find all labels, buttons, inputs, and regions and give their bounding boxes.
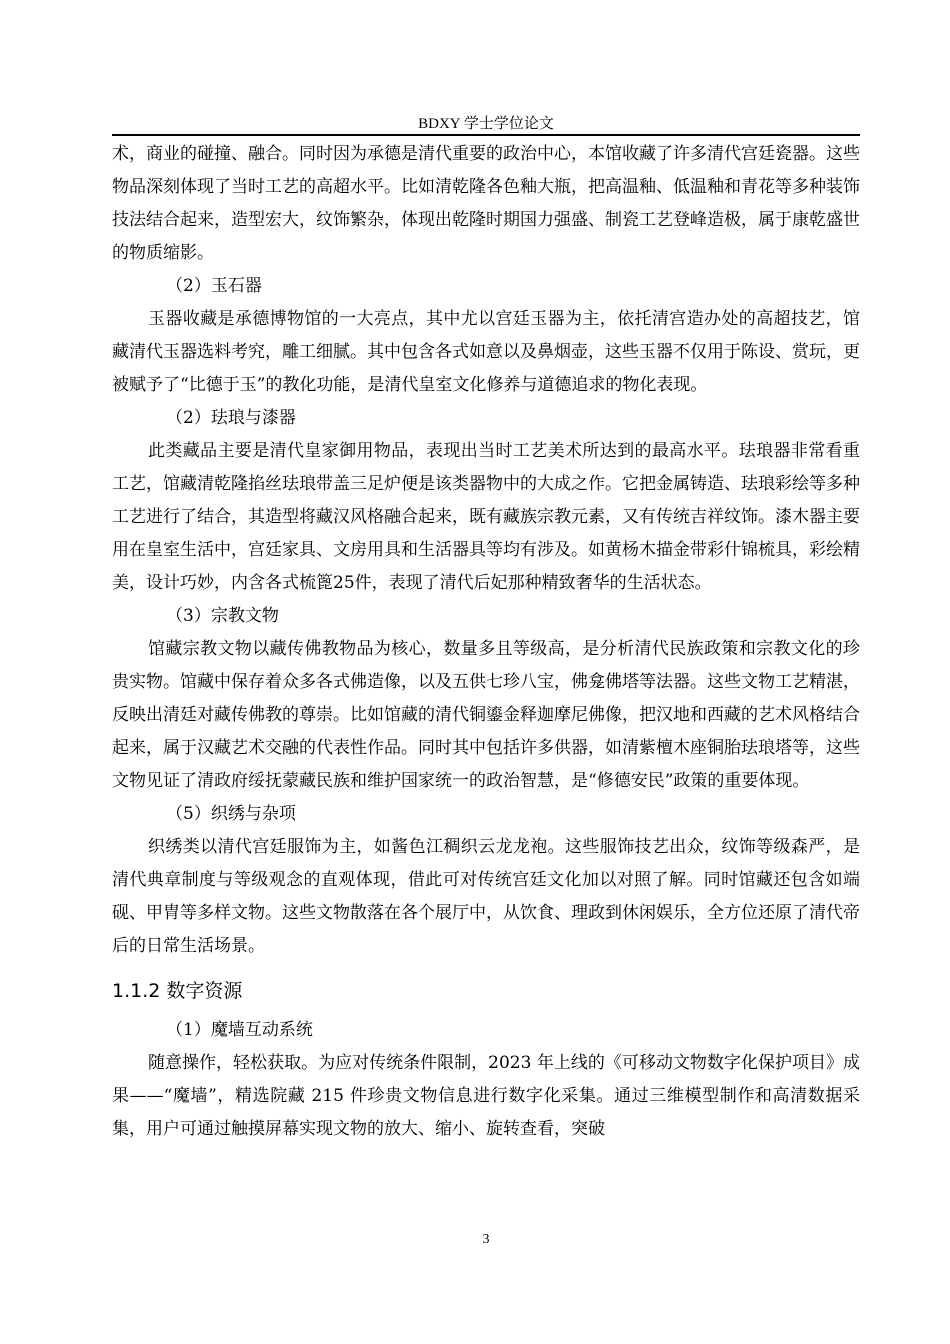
paragraph: 术，商业的碰撞、融合。同时因为承德是清代重要的政治中心，本馆收藏了许多清代宫廷瓷器。这些物品深刻体现了当时工艺的高超水平。比如清乾隆各色釉大瓶，把高温釉、低温釉和青花等多种装饰技法结合起来，造型宏大，纹饰繁杂，体现出乾隆时期国力强盛、制瓷工艺登峰造极，属于康乾盛世的物质缩影。	[112, 144, 860, 263]
header-rule	[112, 134, 860, 136]
paragraph: 此类藏品主要是清代皇家御用物品，表现出当时工艺美术所达到的最高水平。珐琅器非常看重工艺，馆藏清乾隆掐丝珐琅带盖三足炉便是该类器物中的大成之作。它把金属铸造、珐琅彩绘等多种工艺进行了结合，其造型将藏汉风格融合起来，既有藏族宗教元素，又有传统吉祥纹饰。漆木器主要用在皇室生活中，宫廷家具、文房用具和生活器具等均有涉及。如黄杨木描金带彩什锦梳具，彩绘精美，设计巧妙，内含各式梳篦25件，表现了清代后妃那种精致奢华的生活状态。	[112, 441, 860, 593]
paragraph: 馆藏宗教文物以藏传佛教物品为核心，数量多且等级高，是分析清代民族政策和宗教文化的珍贵实物。馆藏中保存着众多各式佛造像，以及五供七珍八宝，佛龛佛塔等法器。这些文物工艺精湛，反映出清廷对藏传佛教的尊崇。比如馆藏的清代铜鎏金释迦摩尼佛像，把汉地和西藏的艺术风格结合起来，属于汉藏艺术交融的代表性作品。同时其中包括许多供器，如清紫檀木座铜胎珐琅塔等，这些文物见证了清政府绥抚蒙藏民族和维护国家统一的政治智慧，是“修德安民”政策的重要体现。	[112, 639, 860, 791]
page-number: 3	[482, 1232, 490, 1247]
section-heading: 1.1.2 数字资源	[112, 980, 243, 1002]
page-header: BDXY 学士学位论文	[418, 116, 554, 132]
document-body	[112, 138, 860, 1146]
paragraph: 玉器收藏是承德博物馆的一大亮点，其中尤以宫廷玉器为主，依托清宫造办处的高超技艺，馆藏清代玉器选料考究，雕工细腻。其中包含各式如意以及鼻烟壶，这些玉器不仅用于陈设、赏玩，更被赋予了“比德于玉”的教化功能，是清代皇室文化修养与道德追求的物化表现。	[112, 309, 860, 395]
subheading: （5）织绣与杂项	[166, 804, 296, 824]
subheading: （3）宗教文物	[166, 606, 279, 626]
subheading: （1）魔墙互动系统	[166, 1020, 313, 1040]
paragraph: 随意操作，轻松获取。为应对传统条件限制，2023 年上线的《可移动文物数字化保护项目》成果——“魔墙”，精选院藏 215 件珍贵文物信息进行数字化采集。通过三维模型制作和高清数据采集，用户可通过触摸屏幕实现文物的放大、缩小、旋转查看，突破	[112, 1053, 860, 1139]
paragraph: 织绣类以清代宫廷服饰为主，如酱色江稠织云龙龙袍。这些服饰技艺出众，纹饰等级森严，是清代典章制度与等级观念的直观体现，借此可对传统宫廷文化加以对照了解。同时馆藏还包含如端砚、甲胄等多样文物。这些文物散落在各个展厅中，从饮食、理政到休闲娱乐，全方位还原了清代帝后的日常生活场景。	[112, 837, 860, 956]
subheading: （2）玉石器	[166, 276, 262, 296]
subheading: （2）珐琅与漆器	[166, 408, 296, 428]
